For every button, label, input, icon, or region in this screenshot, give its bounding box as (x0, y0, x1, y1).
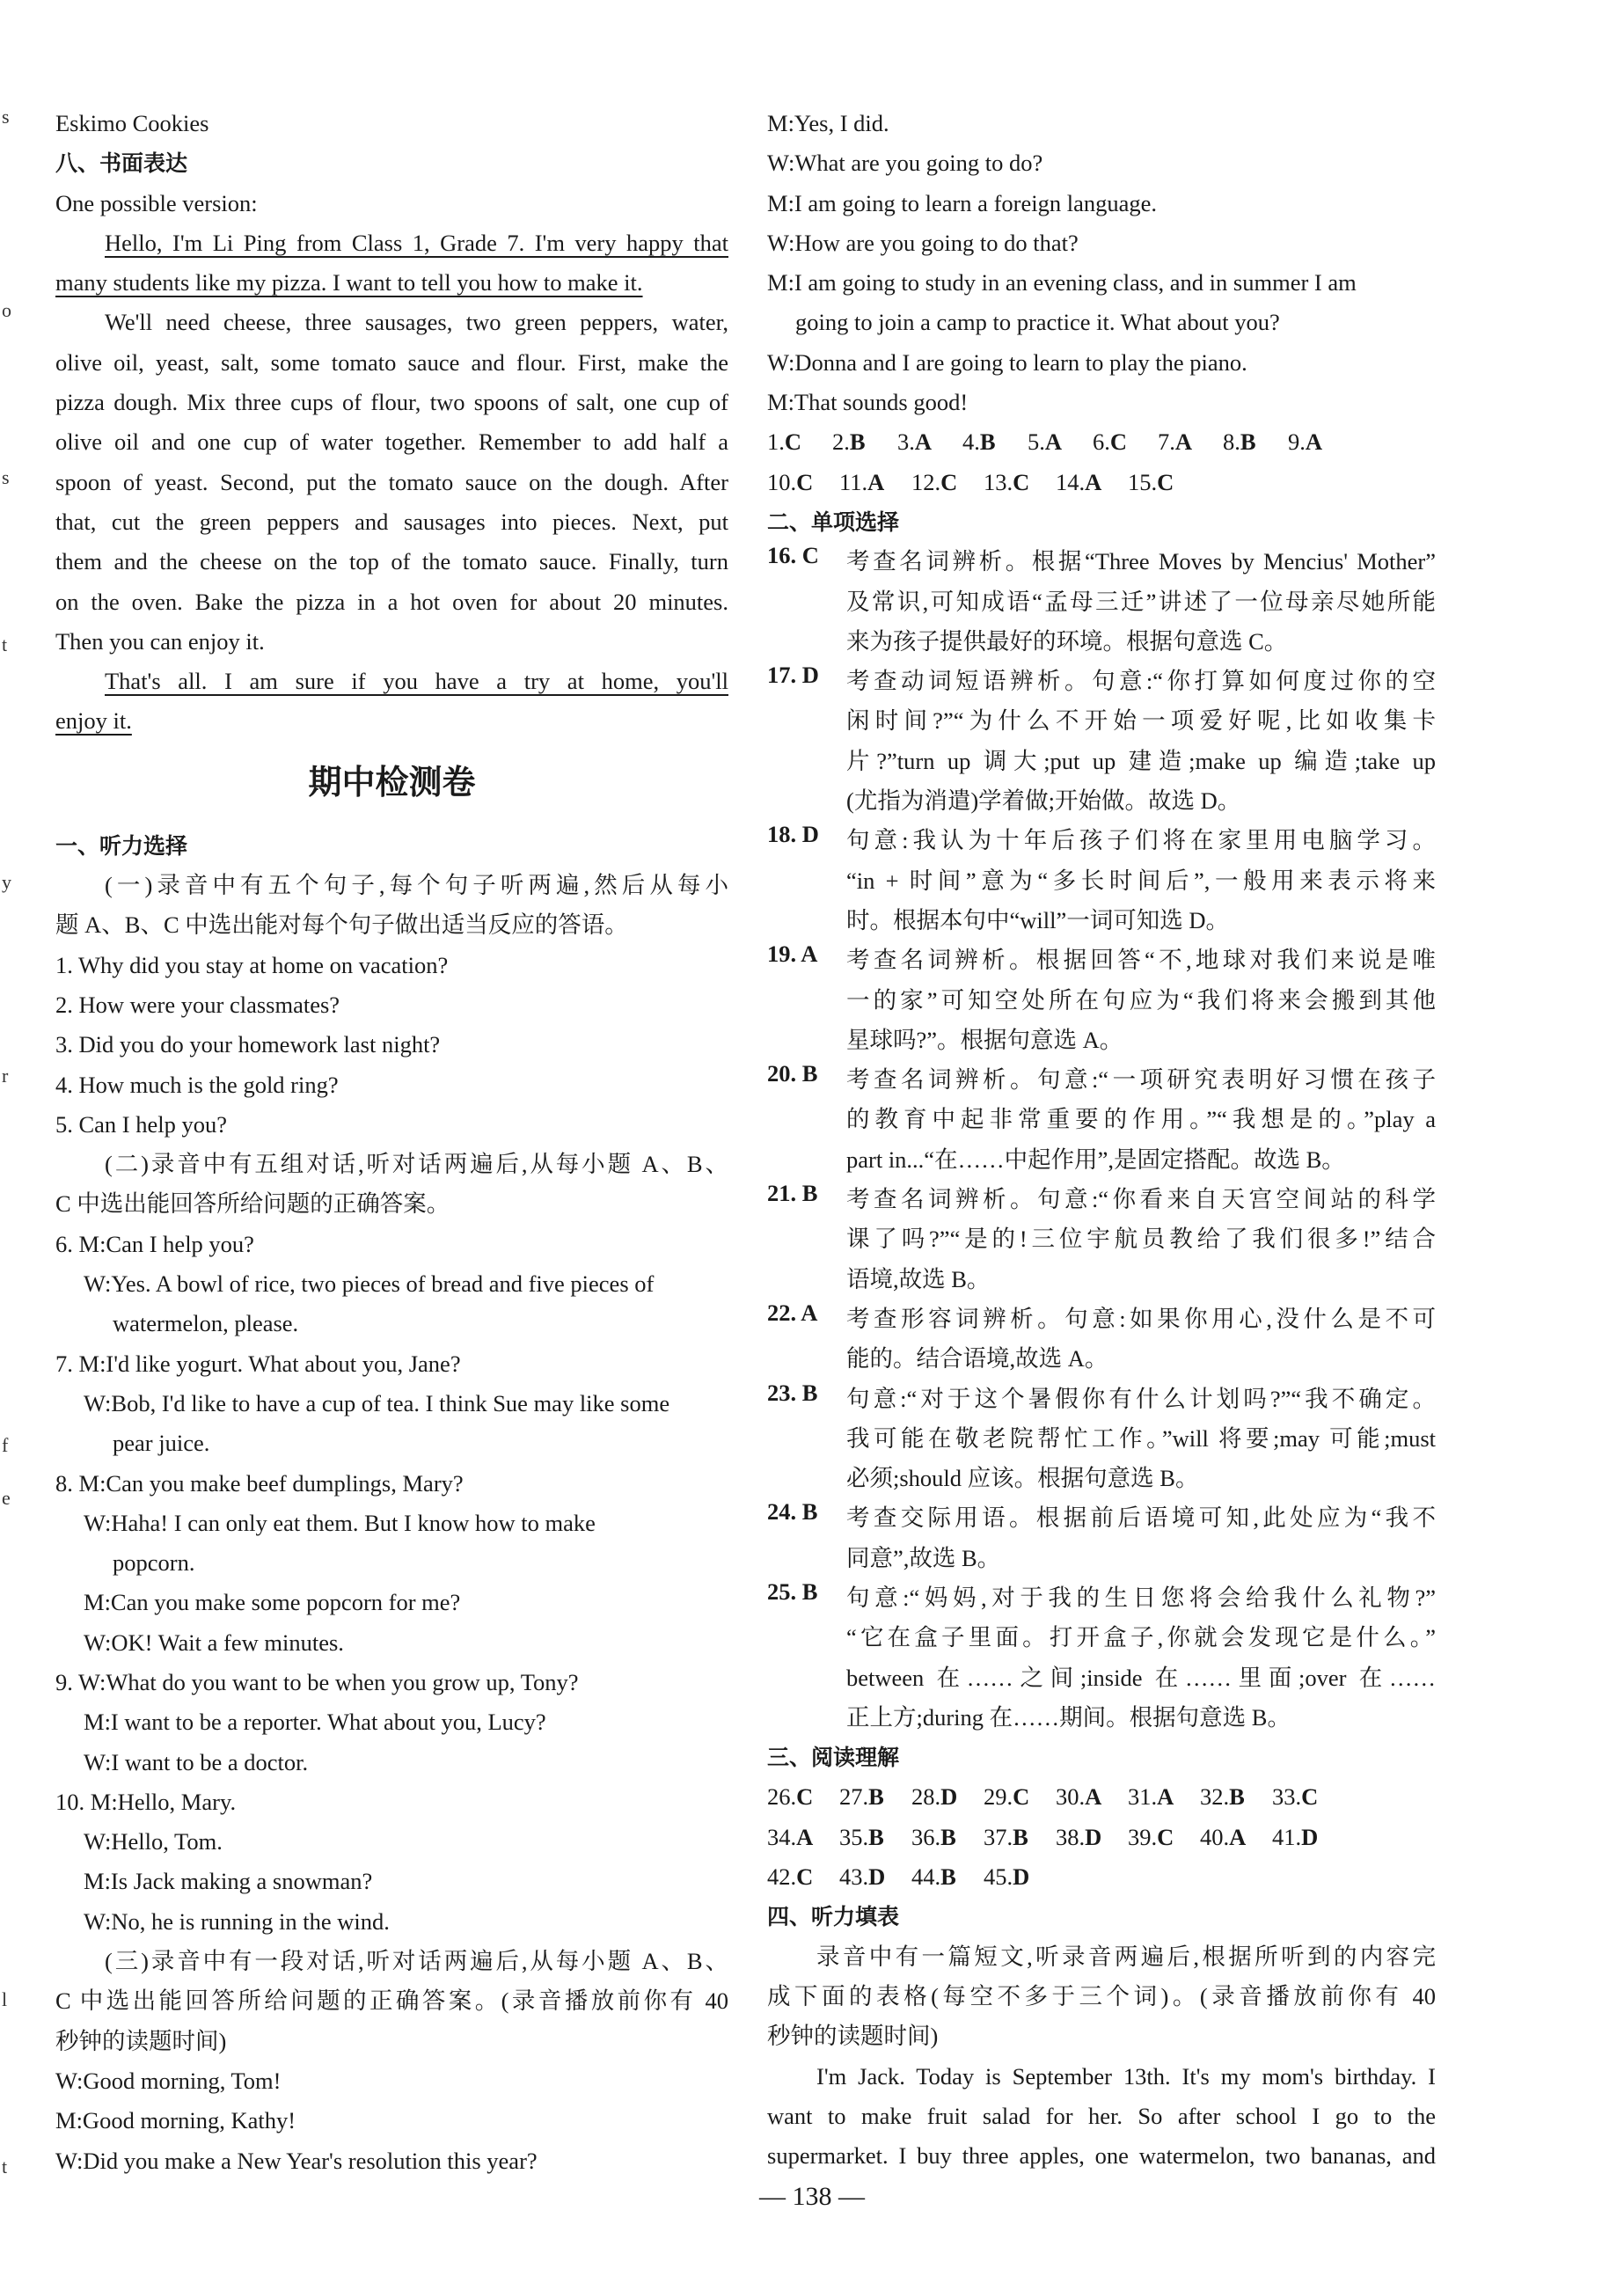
passage-line: want to make fruit salad for her. So after school I go to the (767, 2102, 1436, 2129)
dialog-line: W:What are you going to do? (767, 150, 1043, 177)
dialog-line: W:Donna and I are going to learn to play the piano. (767, 348, 1247, 376)
answer-number: 12. (911, 468, 941, 495)
explanation-item (767, 821, 1436, 941)
dialog-line: W:How are you going to do that? (767, 229, 1079, 256)
answer-item (1028, 422, 1093, 462)
explanation-line: 星球吗?”。根据句意选 A。 (846, 1026, 1123, 1053)
explanation-item (767, 1299, 1436, 1380)
answer-letter: C (940, 468, 958, 495)
answer-item (767, 1857, 839, 1897)
item-number: 17. D (767, 662, 819, 689)
item-explanation (846, 821, 1436, 941)
answer-item (984, 1777, 1056, 1817)
answer-item (839, 1857, 911, 1897)
item-number: 21. B (767, 1180, 818, 1207)
answer-number: 15. (1128, 468, 1158, 495)
answer-number: 11. (839, 468, 868, 495)
dialog-line: M:Is Jack making a snowman? (84, 1868, 373, 1895)
answer-letter: C (1109, 428, 1128, 456)
item-number: 16. C (767, 542, 819, 569)
answer-item (897, 422, 962, 462)
answer-letter: A (1229, 1823, 1247, 1850)
dialog-line: M:I am going to study in an evening class, and in summer I am (767, 269, 1357, 296)
explanation-line: part in...“在……中起作用”,是固定搭配。故选 B。 (846, 1146, 1345, 1173)
explanation-item (767, 941, 1436, 1060)
instruction-line: 录音中有一篇短文,听录音两遍后,根据所听到的内容完 (816, 1943, 1436, 1970)
instruction-line: C 中选出能回答所给问题的正确答案。 (55, 1190, 450, 1218)
item-explanation (846, 1180, 1436, 1299)
section-heading: 三、阅读理解 (767, 1745, 900, 1771)
answer-number: 5. (1028, 428, 1045, 456)
explanation-line: 句意:“妈妈,对于我的生日您将会给我什么礼物?” (846, 1584, 1436, 1611)
explanation-line: 能的。结合语境,故选 A。 (846, 1345, 1108, 1372)
answer-item (1093, 422, 1158, 462)
answer-letter: A (1305, 428, 1323, 456)
edge-mark: r (2, 1065, 9, 1087)
item-explanation (846, 1060, 1436, 1180)
essay-body-line: on the oven. Bake the pizza in a hot oven for about 20 minutes. (55, 588, 728, 615)
dialog-line: W:I want to be a doctor. (84, 1748, 309, 1775)
edge-mark: e (2, 1487, 11, 1509)
section-heading: 四、听力填表 (767, 1904, 900, 1930)
answer-number: 2. (832, 428, 850, 456)
answer-letter: B (1229, 1783, 1245, 1811)
answer-number: 14. (1056, 468, 1086, 495)
answer-number: 9. (1288, 428, 1306, 456)
explanation-line: 考查名词辨析。根据“Three Moves by Mencius' Mother” (846, 548, 1436, 575)
dialog-line: 6. M:Can I help you? (55, 1230, 254, 1257)
dialog-line: W:OK! Wait a few minutes. (84, 1629, 344, 1656)
dialog-line: 9. W:What do you want to be when you grow up, Tony? (55, 1668, 579, 1695)
edge-mark: l (2, 1988, 8, 2010)
answer-number: 33. (1272, 1783, 1302, 1811)
answer-item (911, 1818, 984, 1857)
answer-number: 31. (1128, 1783, 1158, 1811)
answer-item (1056, 463, 1128, 502)
answer-number: 45. (984, 1863, 1013, 1891)
answer-letter: D (1013, 1863, 1030, 1891)
answer-number: 40. (1200, 1823, 1230, 1850)
answer-letter: C (1157, 1823, 1174, 1850)
dialog-line: W:Yes. A bowl of rice, two pieces of bread and five pieces of (84, 1270, 655, 1298)
answer-number: 32. (1200, 1783, 1230, 1811)
dialog-line: W:Good morning, Tom! (55, 2067, 282, 2094)
answer-letter: B (868, 1823, 884, 1850)
answer-item (911, 1857, 984, 1897)
explanation-item (767, 1498, 1436, 1578)
answer-item (911, 463, 984, 502)
dialog-line: watermelon, please. (113, 1310, 299, 1337)
explanation-line: 考查交际用语。根据前后语境可知,此处应为“我不 (846, 1504, 1436, 1532)
explanation-line: 闲时间?”“为什么不开始一项爱好呢,比如收集卡 (846, 707, 1436, 735)
explanation-line: between 在……之间;inside 在……里面;over 在…… (846, 1664, 1436, 1691)
explanation-line: 的教育中起非常重要的作用。”“我想是的。”play a (846, 1106, 1436, 1133)
explanation-item (767, 1578, 1436, 1738)
instruction-line: (二)录音中有五组对话,听对话两遍后,从每小题 A、B、 (105, 1151, 728, 1178)
section-heading: 一、听力选择 (55, 832, 188, 859)
item-number: 24. B (767, 1498, 818, 1526)
dialog-line: 7. M:I'd like yogurt. What about you, Jane? (55, 1350, 461, 1377)
page-number: — 138 — (759, 2182, 865, 2211)
explanation-line: 考查动词短语辨析。句意:“你打算如何度过你的空 (846, 668, 1436, 695)
answer-item (1272, 1818, 1344, 1857)
answer-letter: B (940, 1863, 956, 1891)
explanation-item (767, 1380, 1436, 1499)
dialog-line: M:Good morning, Kathy! (55, 2107, 296, 2134)
explanation-line: 片?”turn up 调大;put up 建造;make up 编造;take up (846, 747, 1436, 774)
answer-row (767, 422, 1436, 462)
section-heading: 二、单项选择 (767, 509, 900, 535)
answer-number: 26. (767, 1783, 797, 1811)
essay-intro-line: many students like my pizza. I want to tell you how to make it. (55, 269, 643, 296)
answer-number: 13. (984, 468, 1013, 495)
listening-item: 3. Did you do your homework last night? (55, 1031, 441, 1058)
answer-number: 10. (767, 468, 797, 495)
answer-item (832, 422, 897, 462)
answer-letter: A (1085, 1783, 1102, 1811)
instruction-line: C 中选出能回答所给问题的正确答案。(录音播放前你有 40 (55, 1987, 728, 2015)
item-explanation (846, 1578, 1436, 1738)
listening-item: 2. How were your classmates? (55, 991, 340, 1018)
instruction-line: 成下面的表格(每空不多于三个词)。(录音播放前你有 40 (767, 1982, 1436, 2009)
answer-letter: D (868, 1863, 886, 1891)
dialog-line: W:Did you make a New Year's resolution this year? (55, 2147, 538, 2174)
answer-number: 30. (1056, 1783, 1086, 1811)
item-explanation (846, 1299, 1436, 1380)
answer-number: 37. (984, 1823, 1013, 1850)
explanation-line: 我可能在敬老院帮忙工作。”will 将要;may 可能;must (846, 1424, 1436, 1452)
answer-letter: A (867, 468, 885, 495)
answer-number: 39. (1128, 1823, 1158, 1850)
item-number: 18. D (767, 821, 819, 848)
answer-item (1223, 422, 1288, 462)
dialog-line: 10. M:Hello, Mary. (55, 1788, 237, 1815)
answer-letter: B (1240, 428, 1256, 456)
answer-row (767, 1777, 1436, 1817)
answer-row (767, 463, 1436, 502)
answer-letter: B (868, 1783, 884, 1811)
dialog-line: M:Can you make some popcorn for me? (84, 1589, 461, 1616)
explanation-line: 及常识,可知成语“孟母三迁”讲述了一位母亲尽她所能 (846, 588, 1436, 615)
passage-line: supermarket. I buy three apples, one watermelon, two bananas, and (767, 2142, 1436, 2170)
answer-number: 6. (1093, 428, 1110, 456)
explanation-line: 考查形容词辨析。句意:如果你用心,没什么是不可 (846, 1305, 1436, 1332)
instruction-line: 秒钟的读题时间) (767, 2023, 939, 2050)
dialog-line: popcorn. (113, 1549, 195, 1577)
answer-item (839, 463, 911, 502)
answer-number: 7. (1158, 428, 1175, 456)
edge-mark: y (2, 871, 11, 893)
dialog-line: M:That sounds good! (767, 389, 969, 416)
answer-letter: C (1301, 1783, 1319, 1811)
explanation-line: “in + 时间”意为“多长时间后”,一般用来表示将来 (846, 867, 1436, 894)
answer-number: 27. (839, 1783, 869, 1811)
item-number: 19. A (767, 941, 818, 968)
answer-number: 43. (839, 1863, 869, 1891)
item-number: 20. B (767, 1060, 818, 1087)
answer-letter: B (849, 428, 866, 456)
answer-letter: A (1085, 468, 1102, 495)
instruction-line: (三)录音中有一段对话,听对话两遍后,从每小题 A、B、 (105, 1948, 728, 1975)
explanation-line: 课了吗?”“是的!三位宇航员教给了我们很多!”结合 (846, 1226, 1436, 1253)
left-column (55, 104, 728, 2181)
explanation-line: 句意:“对于这个暑假你有什么计划吗?”“我不确定。 (846, 1385, 1436, 1412)
dialog-line: 8. M:Can you make beef dumplings, Mary? (55, 1469, 464, 1497)
answer-letter: B (1013, 1823, 1028, 1850)
instruction-line: (一)录音中有五个句子,每个句子听两遍,然后从每小 (105, 872, 728, 899)
explanation-line: 正上方;during 在……期间。根据句意选 B。 (846, 1703, 1291, 1731)
explanation-line: 语境,故选 B。 (846, 1265, 991, 1292)
answer-letter: B (979, 428, 996, 456)
answer-item (911, 1777, 984, 1817)
explanation-line: (尤指为消遣)学着做;开始做。故选 D。 (846, 787, 1241, 815)
answer-item (984, 1818, 1056, 1857)
edge-mark: s (2, 106, 10, 128)
dialog-line: pear juice. (113, 1430, 210, 1457)
answer-item (767, 422, 832, 462)
answer-item (767, 1777, 839, 1817)
item-number: 23. B (767, 1379, 818, 1406)
answer-row (767, 1857, 1436, 1897)
edge-mark: s (2, 466, 10, 488)
explanation-line: 考查名词辨析。句意:“一项研究表明好习惯在孩子 (846, 1066, 1436, 1094)
dialog-line: W:Bob, I'd like to have a cup of tea. I think Sue may like some (84, 1389, 670, 1416)
edge-mark: f (2, 1434, 9, 1456)
explanation-line: 句意:我认为十年后孩子们将在家里用电脑学习。 (846, 827, 1436, 854)
explanation-item (767, 662, 1436, 821)
listening-item: 1. Why did you stay at home on vacation? (55, 951, 449, 978)
passage-line: I'm Jack. Today is September 13th. It's my mom's birthday. I (816, 2062, 1436, 2090)
answer-letter: C (796, 1783, 814, 1811)
answer-item (1158, 422, 1223, 462)
answer-number: 29. (984, 1783, 1013, 1811)
answer-letter: B (940, 1823, 956, 1850)
answer-number: 4. (962, 428, 980, 456)
answer-item (984, 1857, 1056, 1897)
answer-number: 3. (897, 428, 915, 456)
right-column (767, 104, 1436, 2176)
dialog-line: M:I am going to learn a foreign language. (767, 189, 1157, 216)
edge-mark: o (2, 299, 11, 321)
binding-edge (0, 97, 11, 2191)
answer-item (1056, 1777, 1128, 1817)
answer-number: 42. (767, 1863, 797, 1891)
answer-number: 44. (911, 1863, 941, 1891)
explanation-line: 考查名词辨析。句意:“你看来自天宫空间站的科学 (846, 1186, 1436, 1213)
answer-number: 38. (1056, 1823, 1086, 1850)
essay-body-line: them and the cheese on the top of the tomato sauce. Finally, turn (55, 548, 728, 575)
answer-letter: D (940, 1783, 958, 1811)
item-explanation (846, 941, 1436, 1060)
answer-row (767, 1818, 1436, 1857)
answer-number: 28. (911, 1783, 941, 1811)
listening-item: 4. How much is the gold ring? (55, 1071, 339, 1098)
essay-body-line: olive oil, yeast, salt, some tomato sauce and flour. First, make the (55, 348, 728, 376)
explanation-line: “它在盒子里面。打开盒子,你就会发现它是什么。” (846, 1624, 1436, 1651)
item-explanation (846, 1498, 1436, 1578)
exam-title: 期中检测卷 (308, 762, 476, 801)
answer-number: 1. (767, 428, 785, 456)
item-number: 25. B (767, 1577, 818, 1605)
answer-item (1128, 1818, 1200, 1857)
item-explanation (846, 1380, 1436, 1499)
explanation-line: 同意”,故选 B。 (846, 1544, 1001, 1571)
item-explanation (846, 662, 1436, 821)
dialog-line: W:Hello, Tom. (84, 1828, 223, 1855)
explanation-item (767, 542, 1436, 662)
text-line: One possible version: (55, 189, 258, 216)
answer-letter: A (914, 428, 933, 456)
essay-outro-line: enjoy it. (55, 707, 132, 735)
edge-mark: t (2, 2156, 8, 2178)
answer-item (1128, 1777, 1200, 1817)
answer-letter: A (1044, 428, 1063, 456)
essay-intro-line: Hello, I'm Li Ping from Class 1, Grade 7. I'm very happy that (105, 229, 728, 256)
answer-number: 36. (911, 1823, 941, 1850)
answer-letter: C (1157, 468, 1174, 495)
item-explanation (846, 542, 1436, 662)
answer-letter: A (1174, 428, 1193, 456)
answer-number: 8. (1223, 428, 1240, 456)
answer-item (1288, 422, 1353, 462)
essay-body-line: spoon of yeast. Second, put the tomato sauce on the dough. After (55, 468, 728, 495)
answer-item (1200, 1777, 1272, 1817)
answer-letter: A (1157, 1783, 1174, 1811)
answer-number: 35. (839, 1823, 869, 1850)
instruction-line: 题 A、B、C 中选出能对每个句子做出适当反应的答语。 (55, 911, 628, 939)
edge-mark: t (2, 633, 8, 655)
answer-letter: D (1085, 1823, 1102, 1850)
answer-item (839, 1818, 911, 1857)
answer-item (1200, 1818, 1272, 1857)
essay-outro-line: That's all. I am sure if you have a try at home, you'll (105, 668, 728, 695)
text-line: Eskimo Cookies (55, 110, 209, 136)
answer-item (1056, 1818, 1128, 1857)
answer-letter: D (1301, 1823, 1319, 1850)
instruction-line: 秒钟的读题时间) (55, 2027, 227, 2054)
answer-item (767, 1818, 839, 1857)
answer-letter: A (796, 1823, 814, 1850)
answer-item (984, 463, 1056, 502)
answer-item (962, 422, 1028, 462)
explanation-line: 必须;should 应该。根据句意选 B。 (846, 1465, 1199, 1492)
dialog-line: W:No, he is running in the wind. (84, 1907, 390, 1935)
dialog-line: M:Yes, I did. (767, 110, 889, 136)
explanation-item (767, 1060, 1436, 1180)
answer-letter: C (784, 428, 802, 456)
explanation-item (767, 1180, 1436, 1299)
dialog-line: going to join a camp to practice it. What about you? (795, 309, 1280, 336)
section-heading: 八、书面表达 (55, 150, 188, 177)
answer-number: 41. (1272, 1823, 1302, 1850)
explanation-line: 考查名词辨析。根据回答“不,地球对我们来说是唯 (846, 947, 1436, 974)
essay-body-line: Then you can enjoy it. (55, 627, 265, 655)
answer-letter: C (796, 468, 814, 495)
essay-body-line: We'll need cheese, three sausages, two green peppers, water, (105, 309, 728, 336)
answer-item (1128, 463, 1200, 502)
essay-body-line: olive oil and one cup of water together. Remember to add half a (55, 428, 728, 456)
answer-letter: C (796, 1863, 814, 1891)
explanation-line: 一的家”可知空处所在句应为“我们将来会搬到其他 (846, 986, 1436, 1014)
essay-body-line: that, cut the green peppers and sausages into pieces. Next, put (55, 508, 728, 535)
answer-item (767, 463, 839, 502)
answer-item (1272, 1777, 1344, 1817)
dialog-line: M:I want to be a reporter. What about you, Lucy? (84, 1709, 546, 1736)
explanation-line: 时。根据本句中“will”一词可知选 D。 (846, 906, 1230, 933)
explanation-line: 来为孩子提供最好的环境。根据句意选 C。 (846, 627, 1288, 655)
listening-item: 5. Can I help you? (55, 1110, 228, 1138)
dialog-line: W:Haha! I can only eat them. But I know how to make (84, 1509, 596, 1536)
item-number: 22. A (767, 1299, 818, 1326)
answer-number: 34. (767, 1823, 797, 1850)
answer-letter: C (1013, 468, 1030, 495)
answer-item (839, 1777, 911, 1817)
essay-body-line: pizza dough. Mix three cups of flour, two spoons of salt, one cup of (55, 389, 728, 416)
answer-letter: C (1013, 1783, 1030, 1811)
